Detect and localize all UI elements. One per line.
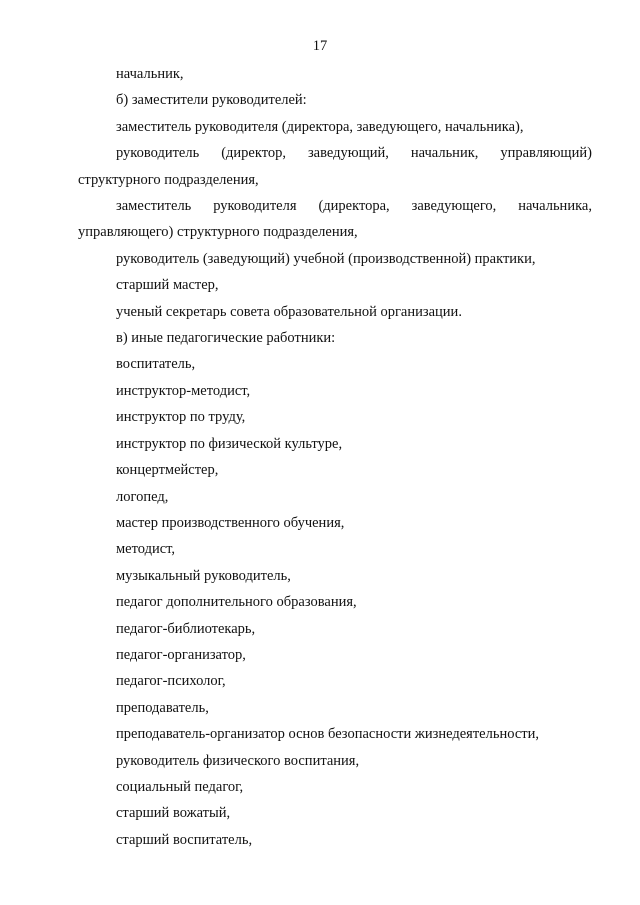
word: заместитель [116,198,192,215]
document-body [78,61,592,853]
list-item: инструктор по труду, [116,409,246,426]
list-item-continuation: управляющего) структурного подразделения, [78,224,358,241]
word: управляющий) [500,145,592,162]
word: начальник, [410,145,479,162]
list-item-justified [78,193,592,219]
list-item: инструктор по физической культуре, [116,435,343,452]
section-heading-c: в) иные педагогические работники: [116,330,336,347]
list-item: инструктор-методист, [116,382,251,399]
list-item: педагог дополнительного образования, [116,594,357,611]
list-item: педагог-психолог, [116,673,226,690]
list-item: концертмейстер, [116,462,219,479]
section-heading-b: б) заместители руководителей: [116,92,307,109]
list-item: социальный педагог, [116,778,244,795]
list-item: заместитель руководителя (директора, заведующего, начальника), [116,118,524,135]
list-item: педагог-библиотекарь, [116,620,256,637]
list-item: старший воспитатель, [116,831,253,848]
word: заведующий, [307,145,389,162]
list-item: ученый секретарь совета образовательной организации. [116,303,462,320]
list-item: старший вожатый, [116,805,231,822]
page-number: 17 [312,38,328,54]
word: руководителя [213,198,297,215]
list-item: руководитель (заведующий) учебной (производственной) практики, [116,250,536,267]
list-item: мастер производственного обучения, [116,514,345,531]
list-item: старший мастер, [116,277,219,294]
list-item: логопед, [116,488,169,505]
word: заведующего, [411,198,497,215]
list-item: преподаватель, [116,699,209,716]
list-item: методист, [116,541,176,558]
word: (директор, [221,145,286,162]
list-item: воспитатель, [116,356,196,373]
text-line: начальник, [116,66,184,82]
list-item: преподаватель-организатор основ безопасности жизнедеятельности, [116,726,539,743]
word: (директора, [318,198,390,215]
list-item: руководитель физического воспитания, [116,752,360,769]
word: руководитель [116,145,200,162]
list-item-justified [78,140,592,166]
word: начальника, [518,198,592,215]
list-item: педагог-организатор, [116,646,246,663]
list-item-continuation: структурного подразделения, [78,171,259,188]
list-item: музыкальный руководитель, [116,567,291,584]
